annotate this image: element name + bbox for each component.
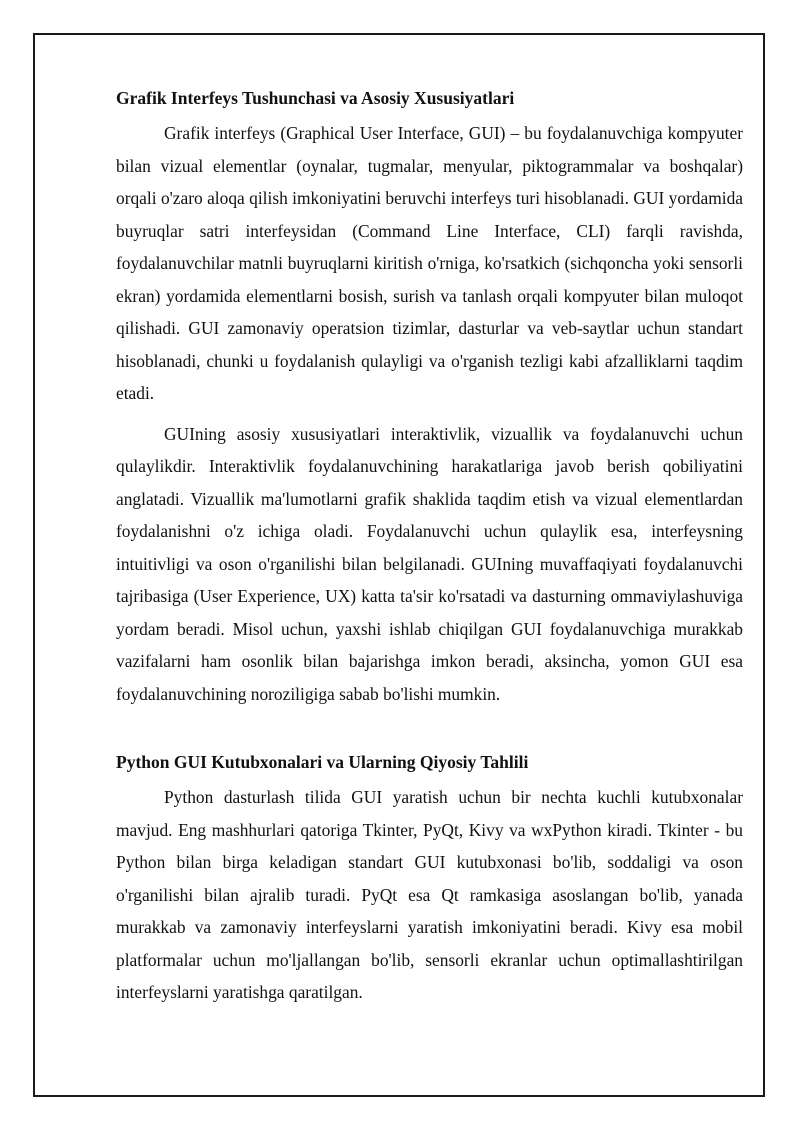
section-heading-python-gui: Python GUI Kutubxonalari va Ularning Qiyosiy Tahlili — [116, 752, 529, 772]
document-body — [116, 86, 743, 1017]
paragraph-gui-features: GUIning asosiy xususiyatlari interaktivlik, vizuallik va foydalanuvchi uchun qulaylikdir. Interaktivlik foydalanuvchining harakatlariga javob berish qobiliyatini anglatadi. Vizuallik ma'lumotlarni grafik shaklida taqdim etish va vizual elementlardan foydalanishni o'z ichiga oladi. Foydalanuvchi uchun qulaylik esa, interfeysning intuitivligi va oson o'rganilishi bilan belgilanadi. GUIning muvaffaqiyati foydalanuvchi tajribasiga (User Experience, UX) katta ta'sir ko'rsatadi va dasturning ommaviylashuviga yordam beradi. Misol uchun, yaxshi ishlab chiqilgan GUI foydalanuvchiga murakkab vazifalarni ham osonlik bilan bajarishga imkon beradi, aksincha, yomon GUI esa foydalanuvchining noroziligiga sabab bo'lishi mumkin. — [116, 423, 743, 704]
page-border — [33, 33, 765, 1097]
paragraph-python-libraries: Python dasturlash tilida GUI yaratish uchun bir nechta kuchli kutubxonalar mavjud. Eng mashhurlari qatoriga Tkinter, PyQt, Kivy va wxPython kiradi. Tkinter - bu Python bilan birga keladigan standart GUI kutubxonasi bo'lib, soddaligi va oson o'rganilishi bilan ajralib turadi. PyQt esa Qt ramkasiga asoslangan bo'lib, yanada murakkab va zamonaviy interfeyslarni yaratish imkoniyatini beradi. Kivy esa mobil platformalar uchun mo'ljallangan bo'lib, sensorli ekranlar uchun optimallashtirilgan interfeyslarni yaratishga qaratilgan. — [116, 787, 743, 1002]
section-heading-grafik-interfeys: Grafik Interfeys Tushunchasi va Asosiy Xususiyatlari — [116, 88, 515, 108]
paragraph-gui-definition: Grafik interfeys (Graphical User Interface, GUI) – bu foydalanuvchiga kompyuter bilan vizual elementlar (oynalar, tugmalar, menyular, piktogrammalar va boshqalar) orqali o'zaro aloqa qilish imkoniyatini beruvchi interfeys turi hisoblanadi. GUI yordamida buyruqlar satri interfeysidan (Command Line Interface, CLI) farqli ravishda, foydalanuvchilar matnli buyruqlarni kiritish o'rniga, ko'rsatkich (sichqoncha yoki sensorli ekran) yordamida elementlarni bosish, surish va tanlash orqali kompyuter bilan muloqot qilishadi. GUI zamonaviy operatsion tizimlar, dasturlar va veb-saytlar uchun standart hisoblanadi, chunki u foydalanish qulayligi va o'rganish tezligi kabi afzalliklarni taqdim etadi. — [116, 123, 743, 403]
